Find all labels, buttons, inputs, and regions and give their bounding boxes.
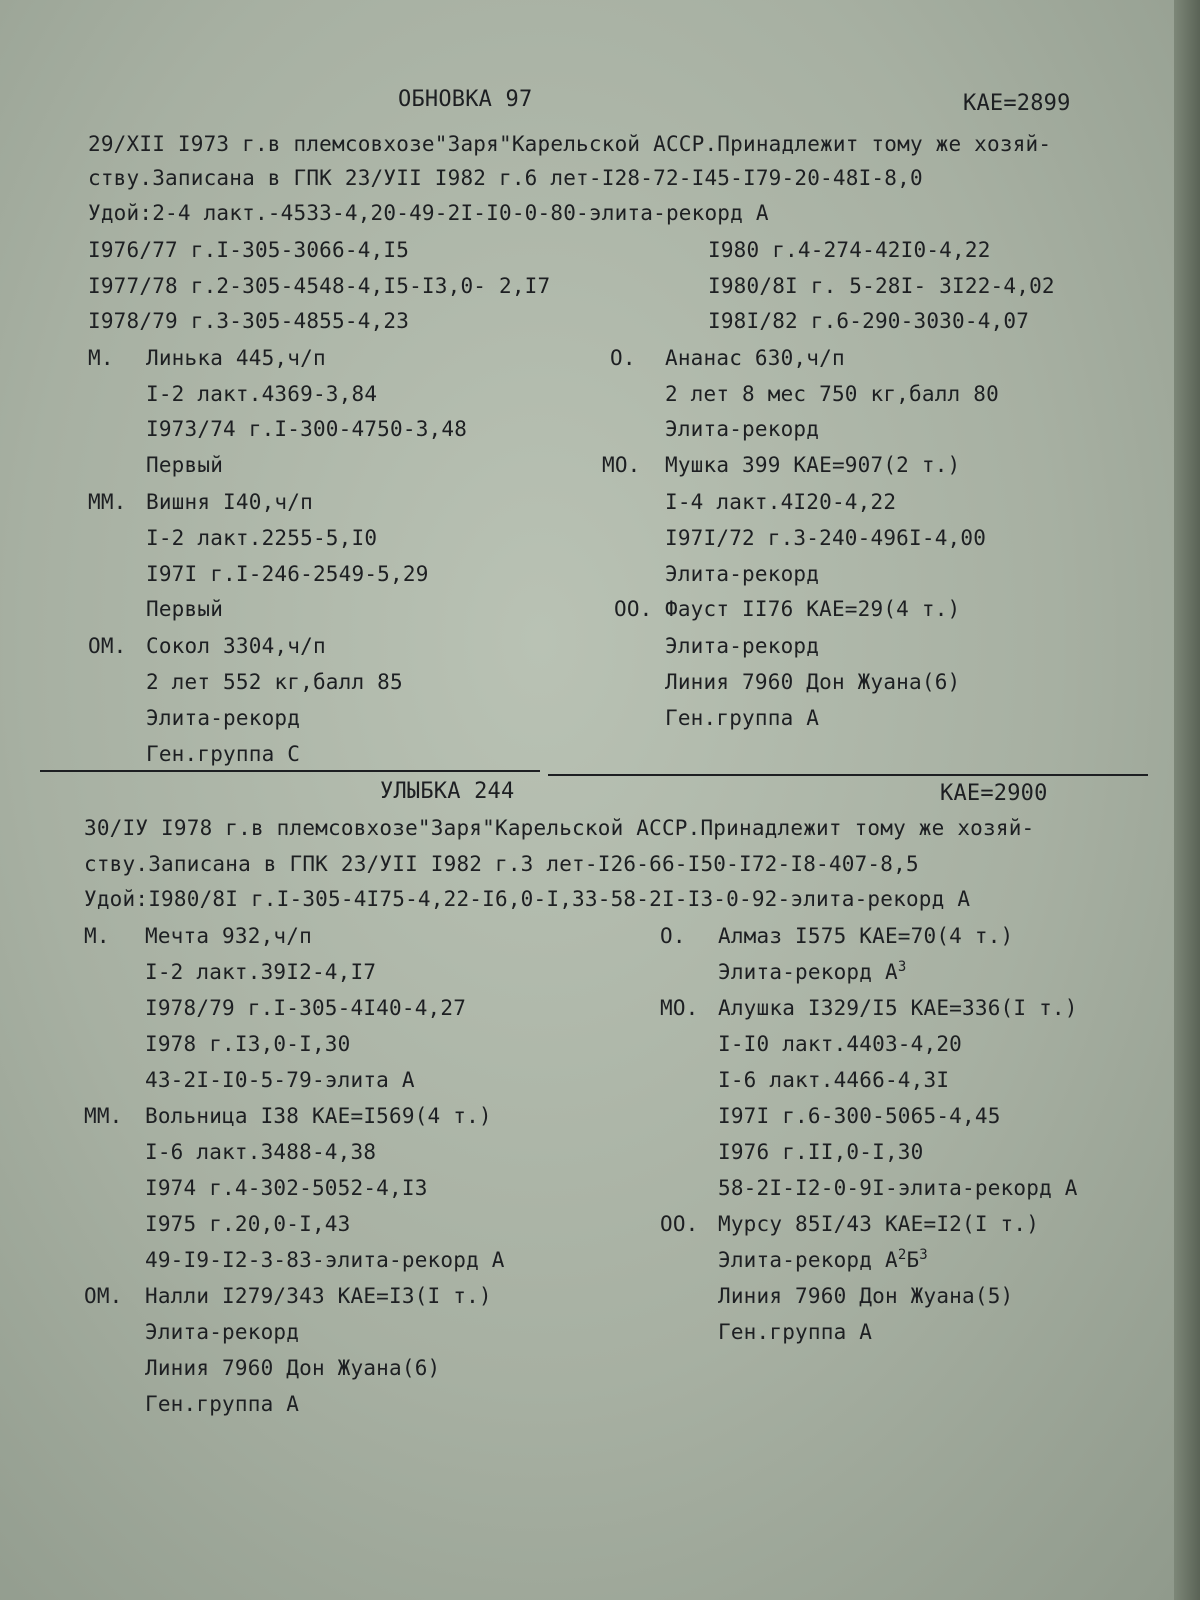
record-2-mo-line-3: I-6 лакт.4466-4,3I	[718, 1068, 950, 1092]
record-1-line-2: ству.Записана в ГПК 23/УII I982 г.6 лет-I28-72-I45-I79-20-48I-8,0	[88, 166, 923, 190]
record-1-oo-line-3: Линия 7960 Дон Жуана(6)	[665, 670, 961, 694]
record-1-name: ОБНОВКА 97	[398, 87, 533, 112]
record-2-om-line-2: Элита-рекорд	[145, 1320, 300, 1344]
page-edge-shadow	[1174, 0, 1200, 1600]
record-1-o-line-3: Элита-рекорд	[665, 417, 820, 441]
record-2-m-line-1: Мечта 932,ч/п	[145, 924, 312, 948]
record-2-om-line-1: Налли I279/343 КАЕ=I3(I т.)	[145, 1284, 492, 1308]
record-2-om-line-3: Линия 7960 Дон Жуана(6)	[145, 1356, 441, 1380]
record-2-m-label: М.	[84, 924, 110, 948]
record-2-mm-line-1: Вольница I38 КАЕ=I569(4 т.)	[145, 1104, 492, 1128]
record-2-mm-label: ММ.	[84, 1104, 123, 1128]
record-1-yield-left-3: I978/79 г.3-305-4855-4,23	[88, 309, 410, 333]
record-1-kae: КАЕ=2899	[963, 91, 1071, 116]
record-1-yield-left-1: I976/77 г.I-305-3066-4,I5	[88, 238, 410, 262]
record-1-mm-line-2: I-2 лакт.2255-5,I0	[146, 526, 378, 550]
record-2-line-1: 30/IУ I978 г.в племсовхозе"Заря"Карельской АССР.Принадлежит тому же хозяй-	[84, 816, 1035, 840]
record-1-o-line-1: Ананас 630,ч/п	[665, 346, 845, 370]
record-2-mm-line-2: I-6 лакт.3488-4,38	[145, 1140, 377, 1164]
record-divider-left	[40, 770, 540, 772]
record-1-oo-line-1: Фауст II76 КАЕ=29(4 т.)	[665, 597, 961, 621]
record-1-m-line-1: Линька 445,ч/п	[146, 346, 326, 370]
record-1-yield-right-2: I980/8I г. 5-28I- 3I22-4,02	[708, 274, 1055, 298]
record-1-line-1: 29/XII I973 г.в племсовхозе"Заря"Карельской АССР.Принадлежит тому же хозяй-	[88, 132, 1052, 156]
record-1-o-line-2: 2 лет 8 мес 750 кг,балл 80	[665, 382, 999, 406]
record-2-m-line-4: I978 г.I3,0-I,30	[145, 1032, 351, 1056]
record-2-mo-line-6: 58-2I-I2-0-9I-элита-рекорд А	[718, 1176, 1078, 1200]
record-2-name: УЛЫБКА 244	[380, 779, 515, 804]
record-1-om-line-3: Элита-рекорд	[146, 706, 301, 730]
record-1-mo-label: МО.	[602, 453, 641, 477]
record-2-m-line-5: 43-2I-I0-5-79-элита А	[145, 1068, 415, 1092]
record-2-mo-line-1: Алушка I329/I5 КАЕ=336(I т.)	[718, 996, 1078, 1020]
record-1-yield-left-2: I977/78 г.2-305-4548-4,I5-I3,0- 2,I7	[88, 274, 551, 298]
record-2-kae: КАЕ=2900	[940, 781, 1048, 806]
record-1-line-3: Удой:2-4 лакт.-4533-4,20-49-2I-I0-0-80-элита-рекорд А	[88, 201, 769, 225]
record-2-oo-line-4: Ген.группа А	[718, 1320, 873, 1344]
record-1-mm-line-3: I97I г.I-246-2549-5,29	[146, 562, 429, 586]
record-divider-right	[548, 774, 1148, 776]
record-2-oo-label: ОО.	[660, 1212, 699, 1236]
record-2-oo-grade-sup-1: 2	[897, 1247, 907, 1263]
record-1-om-line-4: Ген.группа С	[146, 742, 301, 766]
record-2-mm-line-5: 49-I9-I2-3-83-элита-рекорд А	[145, 1248, 505, 1272]
record-2-oo-line-3: Линия 7960 Дон Жуана(5)	[718, 1284, 1014, 1308]
record-1-m-line-2: I-2 лакт.4369-3,84	[146, 382, 378, 406]
record-2-mm-line-3: I974 г.4-302-5052-4,I3	[145, 1176, 428, 1200]
record-1-oo-line-2: Элита-рекорд	[665, 634, 820, 658]
record-2-o-grade-sup: 3	[897, 959, 907, 975]
record-1-yield-right-1: I980 г.4-274-42I0-4,22	[708, 238, 991, 262]
record-2-o-grade: Элита-рекорд А	[718, 960, 898, 984]
record-1-om-line-1: Сокол 3304,ч/п	[146, 634, 326, 658]
record-1-m-label: М.	[88, 346, 114, 370]
record-1-mo-line-2: I-4 лакт.4I20-4,22	[665, 490, 897, 514]
record-2-m-line-2: I-2 лакт.39I2-4,I7	[145, 960, 377, 984]
record-1-om-label: ОМ.	[88, 634, 127, 658]
record-2-o-line-2	[718, 960, 906, 984]
record-1-m-line-3: I973/74 г.I-300-4750-3,48	[146, 417, 468, 441]
record-2-mm-line-4: I975 г.20,0-I,43	[145, 1212, 351, 1236]
record-2-o-line-1: Алмаз I575 КАЕ=70(4 т.)	[718, 924, 1014, 948]
record-2-om-label: ОМ.	[84, 1284, 123, 1308]
record-1-mo-line-1: Мушка 399 КАЕ=907(2 т.)	[665, 453, 961, 477]
record-1-mo-line-4: Элита-рекорд	[665, 562, 820, 586]
record-1-m-line-4: Первый	[146, 453, 224, 477]
record-2-m-line-3: I978/79 г.I-305-4I40-4,27	[145, 996, 467, 1020]
record-1-om-line-2: 2 лет 552 кг,балл 85	[146, 670, 403, 694]
record-1-oo-line-4: Ген.группа А	[665, 706, 820, 730]
record-2-oo-grade-sup-2: 3	[919, 1247, 928, 1263]
record-2-oo-line-2	[718, 1248, 928, 1272]
record-2-mo-label: МО.	[660, 996, 699, 1020]
record-2-mo-line-5: I976 г.II,0-I,30	[718, 1140, 924, 1164]
record-1-o-label: О.	[610, 346, 636, 370]
record-2-oo-line-1: Мурсу 85I/43 КАЕ=I2(I т.)	[718, 1212, 1040, 1236]
record-2-o-label: О.	[660, 924, 686, 948]
record-2-oo-grade: Элита-рекорд А	[718, 1248, 898, 1272]
record-2-mo-line-4: I97I г.6-300-5065-4,45	[718, 1104, 1001, 1128]
record-1-mm-line-1: Вишня I40,ч/п	[146, 490, 313, 514]
record-2-oo-grade-mid: Б	[906, 1248, 920, 1272]
record-2-om-line-4: Ген.группа А	[145, 1392, 300, 1416]
record-1-oo-label: ОО.	[614, 597, 653, 621]
record-1-yield-right-3: I98I/82 г.6-290-3030-4,07	[708, 309, 1030, 333]
record-2-mo-line-2: I-I0 лакт.4403-4,20	[718, 1032, 963, 1056]
record-2-line-3: Удой:I980/8I г.I-305-4I75-4,22-I6,0-I,33-58-2I-I3-0-92-элита-рекорд А	[84, 887, 971, 911]
record-1-mm-label: ММ.	[88, 490, 127, 514]
record-2-line-2: ству.Записана в ГПК 23/УII I982 г.3 лет-I26-66-I50-I72-I8-407-8,5	[84, 852, 919, 876]
record-1-mo-line-3: I97I/72 г.3-240-496I-4,00	[665, 526, 987, 550]
record-1-mm-line-4: Первый	[146, 597, 224, 621]
